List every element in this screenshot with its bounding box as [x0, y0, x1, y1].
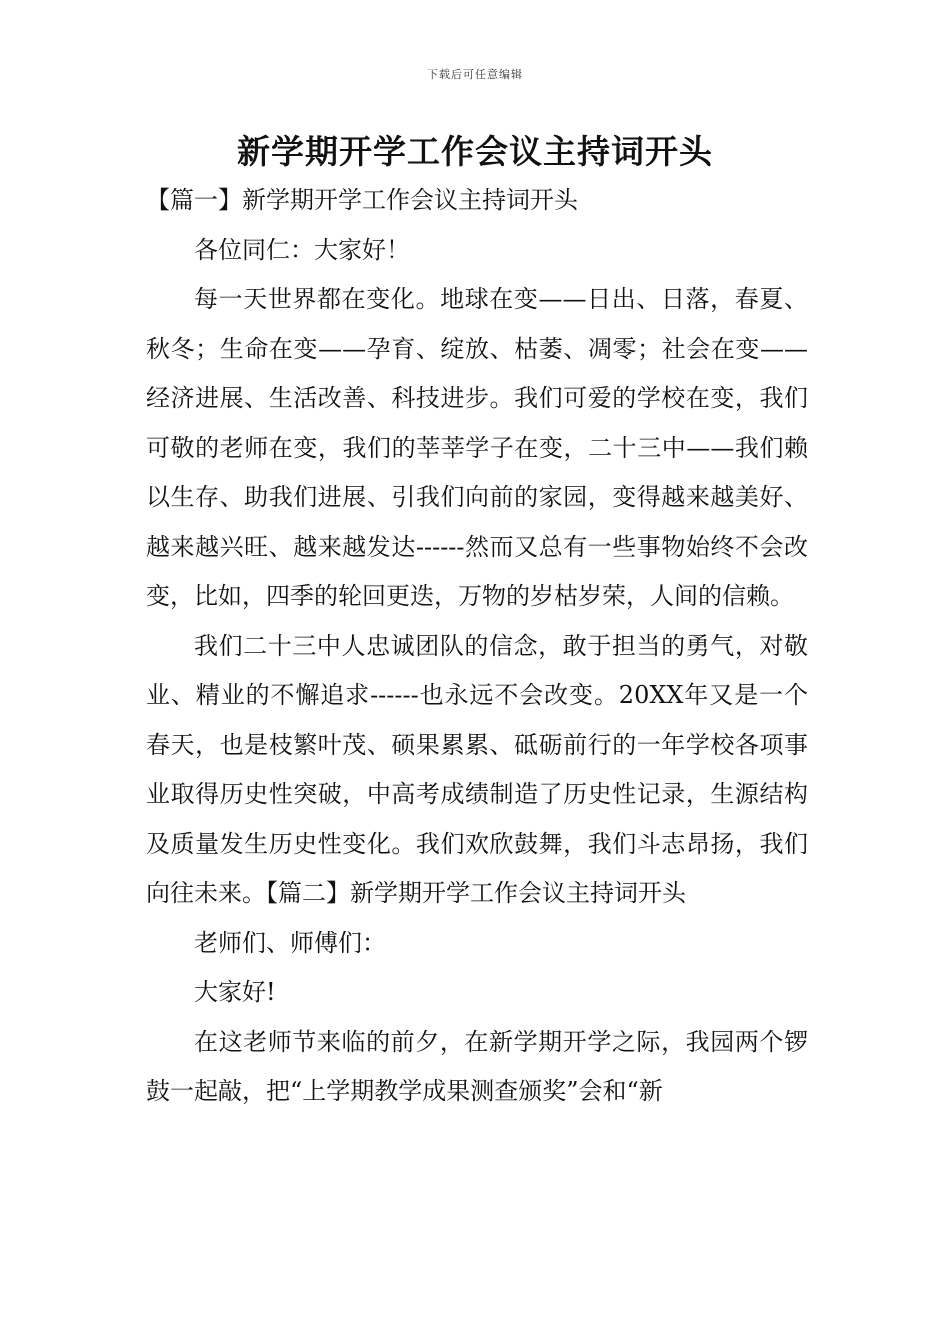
body-paragraph-1: 每一天世界都在变化。地球在变——日出、日落，春夏、秋冬；生命在变——孕育、绽放、枯萎、凋零；社会在变——经济进展、生活改善、科技进步。我们可爱的学校在变，我们可敬的老师在变，我们的莘莘学子在变，二十三中——我们赖以生存、助我们进展、引我们向前的家园，变得越来越美好、越来越兴旺、越来越发达------然而又总有一些事物始终不会改变，比如，四季的轮回更迭，万物的岁枯岁荣，人间的信赖。 — [146, 285, 808, 610]
body-paragraph-3: 在这老师节来临的前夕，在新学期开学之际，我园两个锣鼓一起敲，把“上学期教学成果测查颁奖”会和“新 — [146, 1027, 808, 1105]
salutation-paragraph: 老师们、师傅们： — [194, 928, 386, 957]
section-heading-1: 【篇一】新学期开学工作会议主持词开头 — [146, 186, 578, 214]
document-body — [146, 176, 808, 1117]
header-note: 下载后可任意编辑 — [427, 68, 523, 81]
body-paragraph-2: 我们二十三中人忠诚团队的信念，敢于担当的勇气，对敬业、精业的不懈追求------也永远不会改变。20XX年又是一个春天，也是枝繁叶茂、硕果累累、砥砺前行的一年学校各项事业取得历史性突破，中高考成绩制造了历史性记录，生源结构及质量发生历史性变化。我们欢欣鼓舞，我们斗志昂扬，我们向往未来。【篇二】新学期开学工作会议主持词开头 — [146, 631, 808, 907]
document-title: 新学期开学工作会议主持词开头 — [237, 132, 713, 171]
greeting-paragraph: 各位同仁：大家好！ — [194, 235, 410, 264]
greeting-paragraph-2: 大家好! — [194, 978, 276, 1006]
